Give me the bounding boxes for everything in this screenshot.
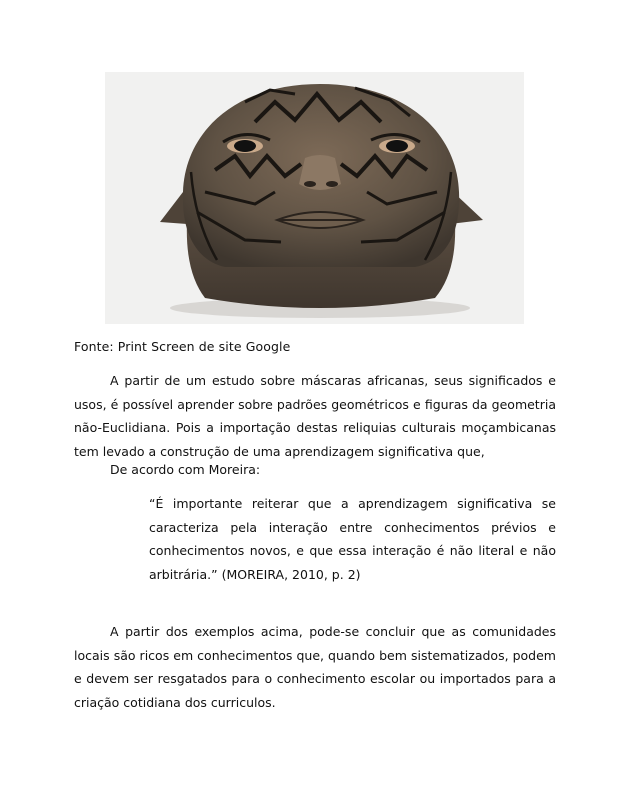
- mask-illustration: [105, 72, 524, 324]
- paragraph-1-text: A partir de um estudo sobre máscaras africanas, seus significados e usos, é possível aprender sobre padrões geométricos e figuras da geometria não-Euclidiana. Pois a importação destas reliquias culturais moçambicanas tem levado a construção de uma aprendizagem significativa que,: [74, 373, 556, 459]
- african-mask-image: [105, 72, 524, 324]
- figure-caption: Fonte: Print Screen de site Google: [74, 339, 291, 354]
- paragraph-2: [74, 620, 556, 714]
- block-quote: “É importante reiterar que a aprendizagem significativa se caracteriza pela interação entre conhecimentos prévios e conhecimentos novos, e que essa interação é não literal e não arbitrária.” (MOREIRA, 2010, p. 2): [149, 496, 556, 582]
- paragraph-2-text: A partir dos exemplos acima, pode-se concluir que as comunidades locais são ricos em conhecimentos que, quando bem sistematizados, podem e devem ser resgatados para o conhecimento escolar ou importados para a criação cotidiana dos curriculos.: [74, 624, 556, 710]
- quote-lead-in: De acordo com Moreira:: [110, 462, 261, 477]
- paragraph-1: [74, 369, 556, 463]
